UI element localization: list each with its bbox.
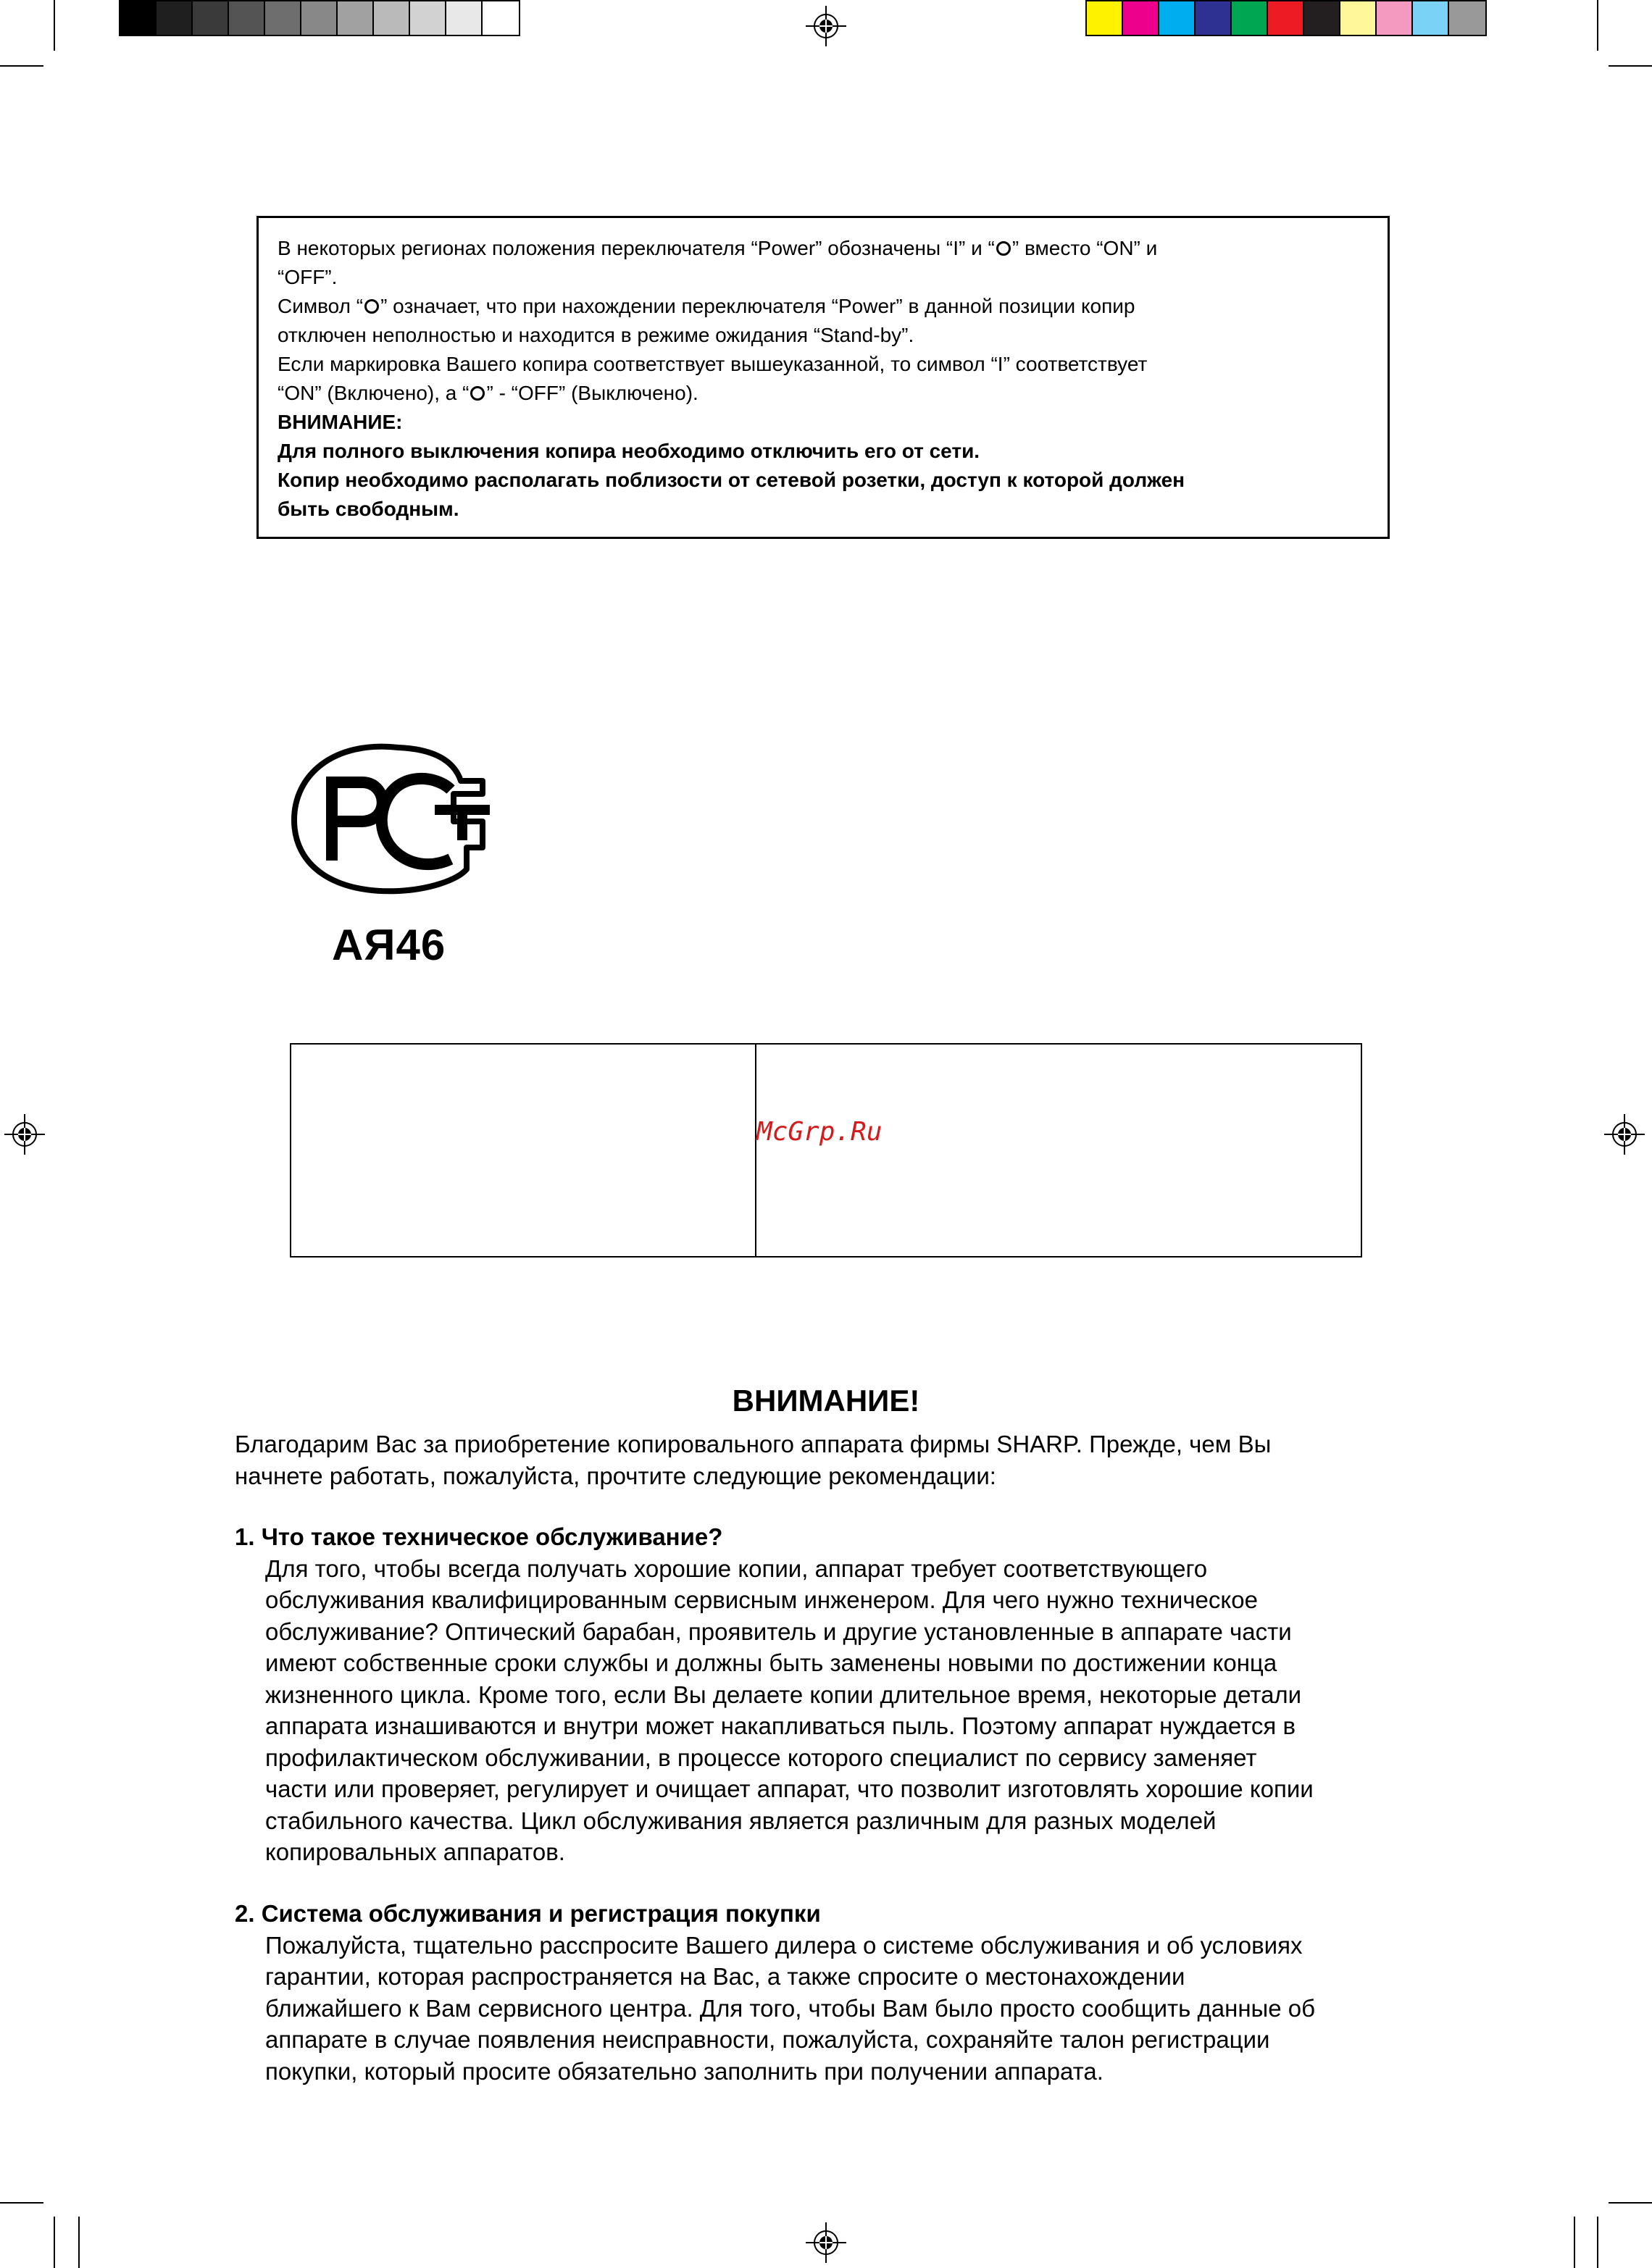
registration-mark-icon [806,6,846,46]
section-heading: 2. Система обслуживания и регистрация покупки [235,1900,821,1927]
calibration-swatch [1449,1,1485,35]
calibration-swatch [1340,1,1377,35]
calibration-swatch [1159,1,1196,35]
standby-circle-icon [364,299,379,314]
notice-text: ” означает, что при нахождении переключателя “Power” в данной позиции копир [380,295,1135,317]
standby-circle-icon [470,386,485,401]
section-line: части или проверяет, регулирует и очищает аппарат, что позволит изготовлять хорошие копии [265,1775,1314,1802]
section-line: профилактическом обслуживании, в процессе которого специалист по сервису заменяет [265,1744,1257,1771]
calibration-swatch [374,1,410,35]
notice-line: “OFF”. [278,266,338,288]
section-line: ближайшего к Вам сервисного центра. Для того, чтобы Вам было просто сообщить данные об [265,1994,1316,2022]
warning-title: ВНИМАНИЕ: [278,411,403,433]
crop-mark [78,2217,80,2268]
section-line: Для того, чтобы всегда получать хорошие копии, аппарат требует соответствующего [265,1554,1208,1582]
calibration-swatch [1413,1,1449,35]
calibration-swatch [446,1,483,35]
calibration-swatch [483,1,519,35]
crop-mark [1597,0,1598,51]
calibration-swatch [1268,1,1304,35]
notice-text: ” вместо “ON” и [1011,237,1158,259]
notice-line: отключен неполностью и находится в режиме ожидания “Stand-by”. [278,324,914,346]
notice-line [278,379,1369,408]
calibration-swatch [265,1,301,35]
calibration-swatch [301,1,338,35]
notice-text: “ON” (Включено), а “ [278,382,470,404]
crop-mark [0,65,43,67]
calibration-swatch [193,1,229,35]
notice-line: Если маркировка Вашего копира соответствует вышеуказанной, то символ “I” соответствует [278,353,1148,375]
calibration-swatch [1087,1,1123,35]
calibration-swatch [338,1,374,35]
crop-mark [54,0,55,51]
section-line: обслуживания квалифицированным сервисным инженером. Для чего нужно техническое [265,1586,1258,1613]
section-line: жизненного цикла. Кроме того, если Вы делаете копии длительное время, некоторые детали [265,1681,1302,1708]
section-maintenance [235,1521,1467,1868]
crop-mark [1609,65,1652,67]
section-line: аппарате в случае появления неисправности, пожалуйста, сохраняйте талон регистрации [265,2026,1270,2053]
standby-circle-icon [996,241,1011,256]
section-line: обслуживание? Оптический барабан, проявитель и другие установленные в аппарате части [265,1618,1292,1645]
table-divider [755,1045,756,1256]
certification-code: АЯ46 [332,921,446,969]
registration-mark-icon [4,1114,45,1155]
notice-line [278,234,1369,263]
crop-mark [54,2217,55,2268]
attention-title: ВНИМАНИЕ! [732,1384,920,1418]
calibration-swatch [410,1,446,35]
section-line: Пожалуйста, тщательно расспросите Вашего дилера о системе обслуживания и об условиях [265,1931,1303,1959]
registration-mark-icon [1604,1114,1645,1155]
notice-text: ” - “OFF” (Выключено). [486,382,698,404]
power-switch-notice-box [256,216,1390,539]
notice-line [278,292,1369,321]
section-line: копировальных аппаратов. [265,1838,565,1865]
crop-mark [0,2202,43,2204]
intro-paragraph [235,1428,1467,1491]
watermark-text: McGrp.Ru [756,1117,883,1147]
gost-certification-logo-icon [290,739,497,900]
section-service-registration [235,1898,1467,2087]
warning-line: быть свободным. [278,498,459,520]
calibration-swatch [1232,1,1268,35]
notice-text: Символ “ [278,295,364,317]
intro-line: Благодарим Вас за приобретение копировального аппарата фирмы SHARP. Прежде, чем Вы [235,1431,1272,1457]
calibration-swatch [1304,1,1340,35]
section-line: имеют собственные сроки службы и должны быть заменены новыми по достижении конца [265,1649,1277,1676]
calibration-swatch [229,1,265,35]
calibration-swatch [157,1,193,35]
section-line: аппарата изнашиваются и внутри может накапливаться пыль. Поэтому аппарат нуждается в [265,1712,1296,1739]
warning-line: Для полного выключения копира необходимо отключить его от сети. [278,440,980,462]
section-heading: 1. Что такое техническое обслуживание? [235,1523,723,1550]
warning-line: Копир необходимо располагать поблизости от сетевой розетки, доступ к которой должен [278,469,1185,491]
notice-text: В некоторых регионах положения переключателя “Power” обозначены “I” и “ [278,237,995,259]
color-calibration-bar [1085,0,1487,36]
crop-mark [1574,2217,1575,2268]
calibration-swatch [1377,1,1413,35]
intro-line: начнете работать, пожалуйста, прочтите следующие рекомендации: [235,1462,996,1489]
section-line: покупки, который просите обязательно заполнить при получении аппарата. [265,2057,1104,2085]
crop-mark [1609,2202,1652,2204]
calibration-swatch [1196,1,1232,35]
calibration-swatch [120,1,157,35]
grayscale-calibration-bar [119,0,520,36]
crop-mark [1597,2217,1598,2268]
registration-mark-icon [806,2222,846,2263]
calibration-swatch [1123,1,1159,35]
section-line: стабильного качества. Цикл обслуживания является различным для разных моделей [265,1807,1217,1834]
blank-stamp-table [290,1043,1362,1258]
section-line: гарантии, которая распространяется на Вас, а также спросите о местонахождении [265,1963,1185,1990]
